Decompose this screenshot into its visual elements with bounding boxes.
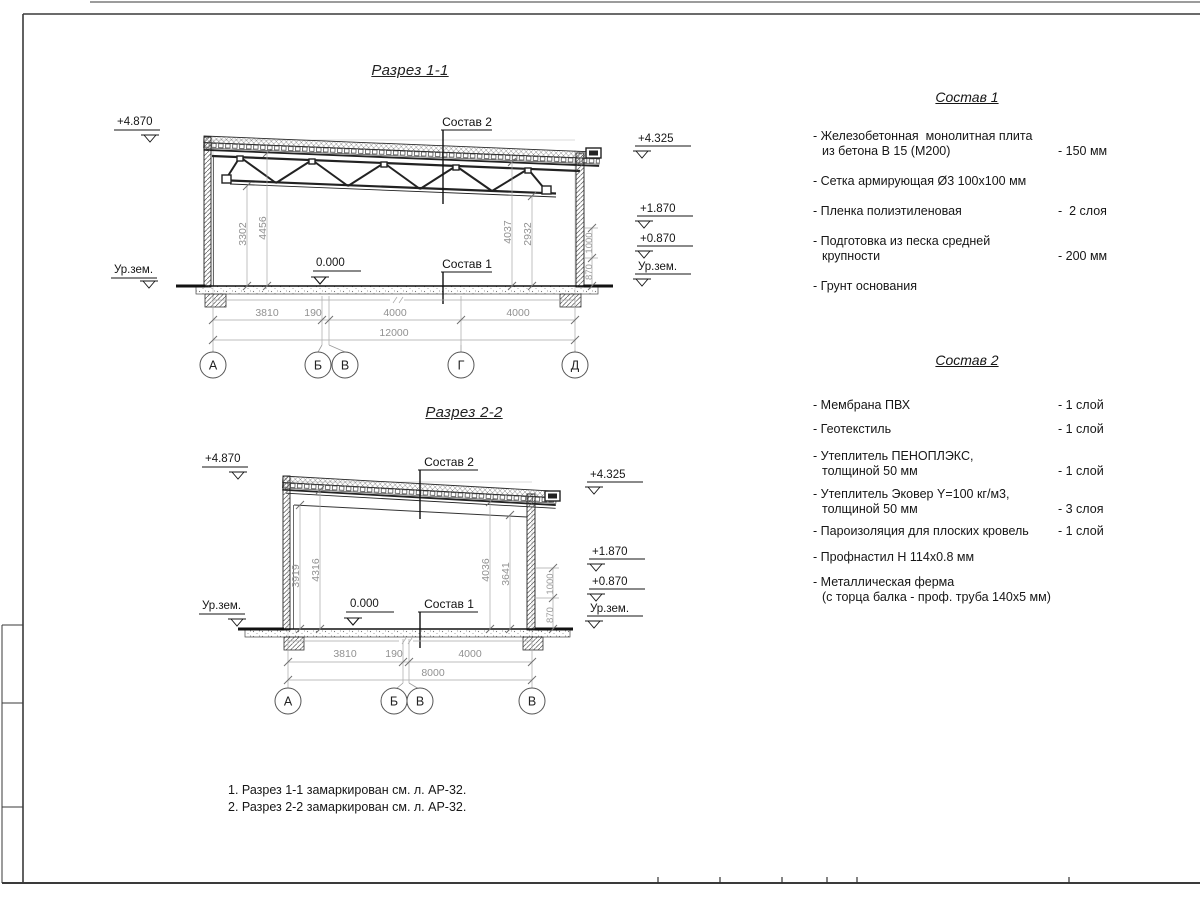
elev-right-top: +4.325 — [590, 469, 626, 481]
roof-edge-cap-core — [589, 151, 598, 156]
bottom-dimensions — [209, 296, 579, 350]
dim-label: 4036 — [480, 558, 492, 582]
dim-label: 3919 — [290, 564, 302, 588]
dim-label: 2932 — [522, 222, 534, 246]
elev-left-top: +4.870 — [117, 116, 153, 128]
bottom-dimensions — [284, 638, 536, 688]
dim-label: 1000 — [545, 573, 556, 595]
composition-2-title: Состав 2 — [935, 352, 999, 368]
dim-label: 1000 — [584, 232, 595, 254]
dim-label: 3810 — [255, 307, 279, 319]
axis-label: В — [527, 694, 537, 709]
dim-label: 12000 — [379, 327, 409, 339]
floor-layer-label: Состав 1 — [442, 257, 492, 271]
interior-dimensions — [290, 486, 514, 633]
zero-level-mark — [344, 598, 394, 625]
dim-label: 3302 — [237, 222, 249, 246]
dim-label: 3810 — [333, 648, 357, 660]
dim-label: 4000 — [506, 307, 530, 319]
elevation-marks — [199, 453, 645, 628]
roof-layer-label: Состав 2 — [442, 115, 492, 129]
axis-label: В — [415, 694, 425, 709]
roof-layer-label: Состав 2 — [424, 455, 474, 469]
roof-assembly — [203, 136, 599, 166]
elev-right-mid2: +0.870 — [640, 233, 676, 245]
elev-right-mid1: +1.870 — [592, 546, 628, 558]
left-wall — [283, 476, 290, 630]
floor-slab — [176, 286, 613, 307]
axis-label: А — [208, 358, 218, 373]
section-2-2-drawing — [199, 453, 645, 714]
elev-left-ground: Ур.зем. — [202, 600, 242, 612]
wall-dimensions — [584, 224, 598, 290]
right-wall — [527, 494, 535, 630]
elev-right-top: +4.325 — [638, 133, 674, 145]
dim-label: 8000 — [421, 667, 445, 679]
dim-label: 870 — [545, 607, 556, 623]
dim-label: 4000 — [383, 307, 407, 319]
axis-label: А — [283, 694, 293, 709]
dim-label: 3641 — [500, 562, 512, 586]
axis-label: Д — [570, 358, 580, 373]
dim-label: 4037 — [502, 220, 514, 244]
elev-right-mid1: +1.870 — [640, 203, 676, 215]
elevation-marks — [111, 116, 693, 288]
roof-edge-cap-core — [548, 494, 557, 499]
composition-1-title: Состав 1 — [935, 89, 999, 105]
elev-left-top: +4.870 — [205, 453, 241, 465]
construction-lines — [288, 482, 532, 640]
elev-right-ground: Ур.зем. — [638, 261, 678, 273]
section-2-2-title: Разрез 2-2 — [425, 404, 503, 421]
dim-label: 4456 — [257, 216, 269, 240]
left-wall — [204, 137, 211, 287]
elev-right-mid2: +0.870 — [592, 576, 628, 588]
axis-bubbles — [275, 683, 545, 714]
notes — [228, 782, 466, 816]
zero-level-mark — [311, 257, 361, 284]
wall-dimensions — [535, 564, 559, 633]
axis-label: В — [340, 358, 350, 373]
svg-text:0.000: 0.000 — [316, 257, 345, 269]
dim-label: 4316 — [310, 558, 322, 582]
axis-label: Б — [389, 694, 399, 709]
floor-layer-label: Состав 1 — [424, 597, 474, 611]
svg-text:0.000: 0.000 — [350, 598, 379, 610]
dim-label: 190 — [304, 307, 322, 319]
note-line: 1. Разрез 1-1 замаркирован см. л. АР-32. — [228, 783, 467, 797]
note-line: 2. Разрез 2-2 замаркирован см. л. АР-32. — [228, 800, 467, 814]
drawing-sheet: Состав 2 Состав 1 0.000 +4.870 Ур.зем. +4.325 +1.870 +0.870 Ур.зем. 3302 4456 4037 2932 1000 870 3810 190 4000 4000 12000 А Б В Г Д Состав 2 Состав 1 0.000 +4.870 Ур.зем. +4.325 +1.870 +0.870 Ур.зем. 3919 4316 4036 3641 1000 870 3810 190 4000 8000 А Б В В Разрез 1-1 Разрез 2-2 Состав 1 Состав 2 - Железобетонная монолитная плита из бетона В 15 (М200) - 150 мм - Сетка армирующая Ø3 100x100 мм - Пленка полиэтиленовая - 2 слоя - Подготовка из песка средней крупности - 200 мм - Грунт основания - Мембрана ПВХ - 1 слой - Геотекстиль - 1 слой - Утеплитель ПЕНОПЛЭКС, толщиной 50 мм - 1 слой - Утеплитель Эковер Y=100 кг/м3, толщиной 50 мм - 3 слоя - Пароизоляция для плоских кровель - 1 слой - Профнастил Н 114х0.8 мм - Металлическая ферма (с торца балка - проф. труба 140х5 мм) 1. Разрез 1-1 замаркирован см. л. АР-32. 2. Разрез 2-2 замаркирован см. л. АР-32. — [0, 0, 1200, 900]
axis-label: Б — [313, 358, 323, 373]
axis-bubbles — [200, 345, 588, 378]
dim-label: 4000 — [458, 648, 482, 660]
elev-left-ground: Ур.зем. — [114, 264, 154, 276]
section-1-1-drawing — [111, 115, 693, 378]
section-1-1-title: Разрез 1-1 — [371, 62, 449, 79]
right-wall — [576, 153, 584, 287]
axis-label: Г — [457, 358, 465, 373]
truss-chord-projection — [294, 505, 527, 517]
dim-label: 190 — [385, 648, 403, 660]
dim-label: 870 — [584, 264, 595, 280]
elev-right-ground: Ур.зем. — [590, 603, 630, 615]
